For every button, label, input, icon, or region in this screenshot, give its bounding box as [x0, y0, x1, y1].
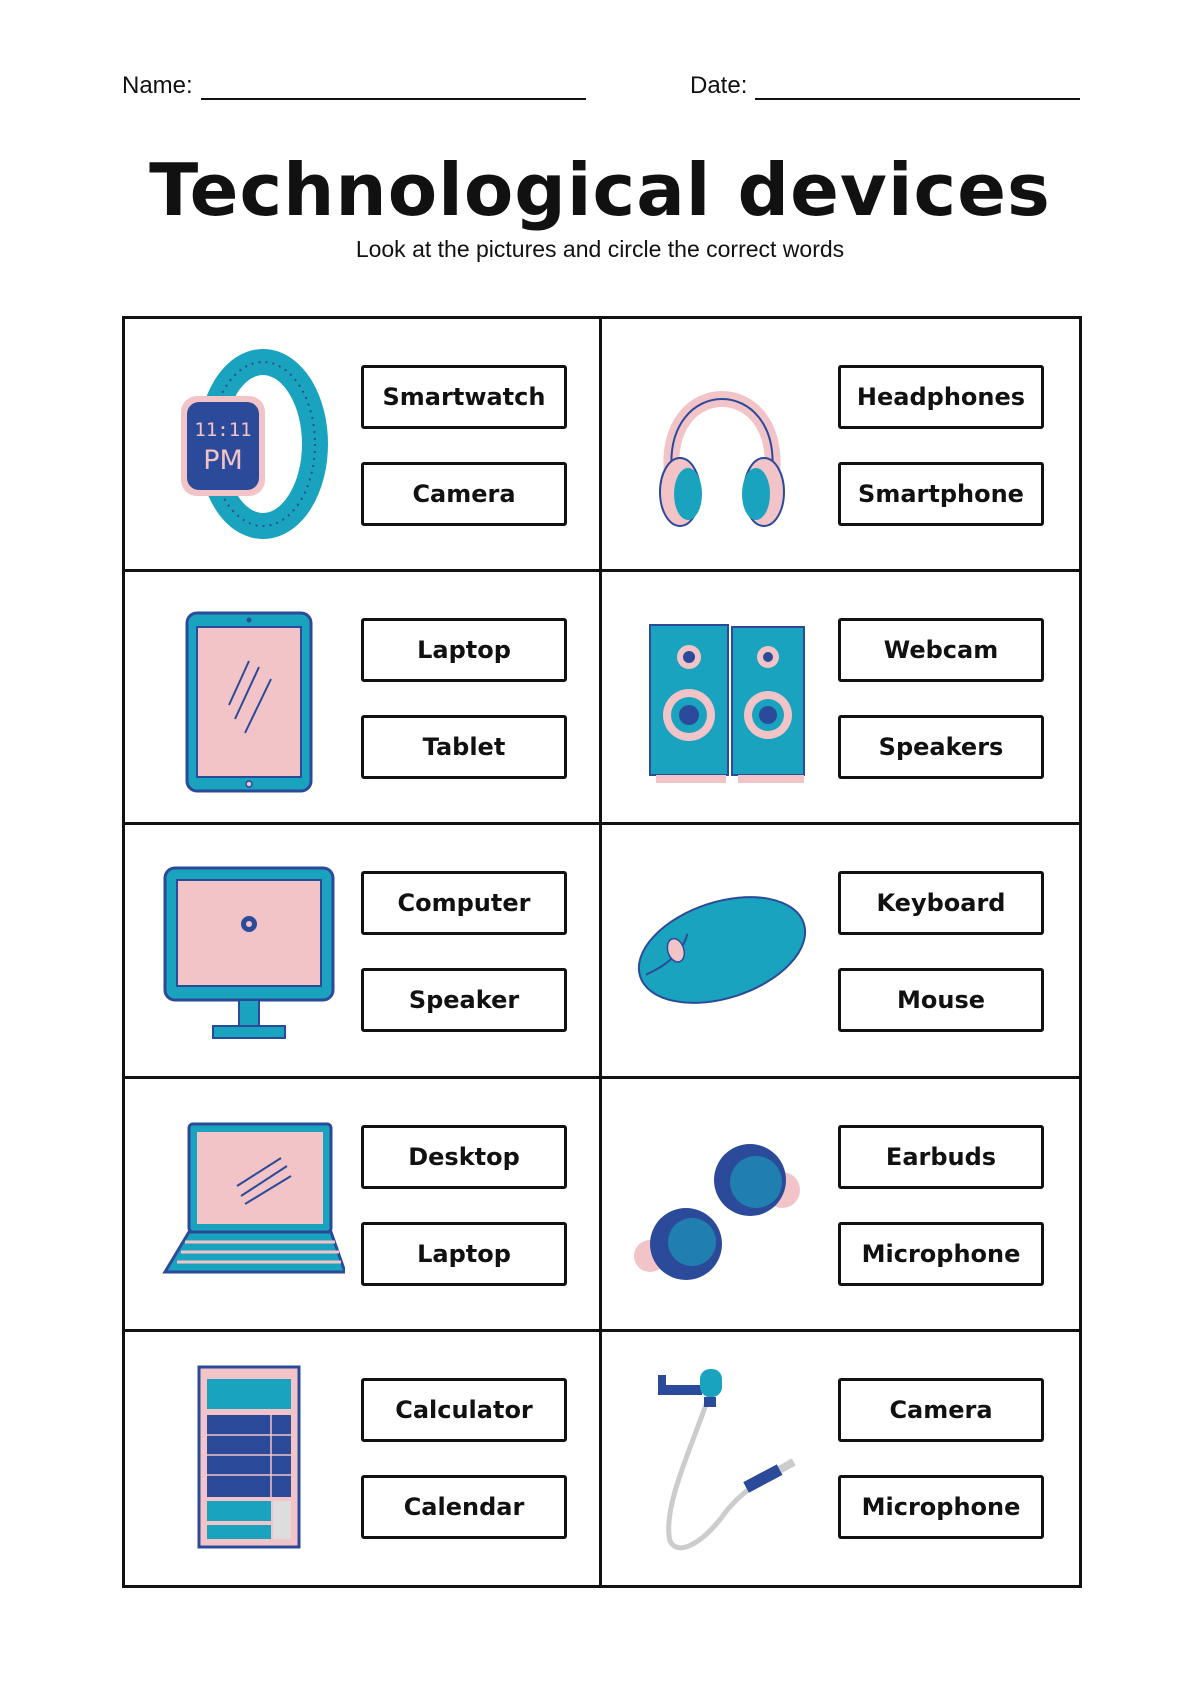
answer-option[interactable]: Smartwatch	[361, 365, 567, 429]
answer-option[interactable]: Computer	[361, 871, 567, 935]
answer-option[interactable]: Microphone	[838, 1222, 1044, 1286]
answer-option[interactable]: Speakers	[838, 715, 1044, 779]
exercise-cell	[125, 572, 602, 825]
answer-option[interactable]: Smartphone	[838, 462, 1044, 526]
date-field[interactable]	[690, 72, 1080, 100]
speakers-icon	[622, 597, 822, 797]
answer-option[interactable]: Laptop	[361, 618, 567, 682]
exercise-cell	[602, 825, 1079, 1078]
answer-option[interactable]: Headphones	[838, 365, 1044, 429]
calendar-icon	[145, 1357, 345, 1557]
mouse-icon	[622, 850, 822, 1050]
name-line[interactable]	[201, 74, 586, 100]
exercise-cell	[602, 572, 1079, 825]
answer-option[interactable]: Laptop	[361, 1222, 567, 1286]
exercise-grid	[122, 316, 1082, 1588]
answer-option[interactable]: Desktop	[361, 1125, 567, 1189]
answer-option[interactable]: Earbuds	[838, 1125, 1044, 1189]
date-line[interactable]	[755, 74, 1080, 100]
answer-option[interactable]: Mouse	[838, 968, 1044, 1032]
answer-option[interactable]: Camera	[361, 462, 567, 526]
answer-option[interactable]: Tablet	[361, 715, 567, 779]
headphones-icon	[622, 344, 822, 544]
lapel-microphone-icon	[622, 1357, 822, 1557]
watch-ampm: PM	[203, 445, 243, 476]
exercise-cell	[602, 1332, 1079, 1585]
answer-option[interactable]: Camera	[838, 1378, 1044, 1442]
name-label: Name:	[122, 72, 193, 99]
date-label: Date:	[690, 72, 748, 99]
answer-option[interactable]: Webcam	[838, 618, 1044, 682]
answer-option[interactable]: Keyboard	[838, 871, 1044, 935]
exercise-cell	[125, 319, 602, 572]
tablet-icon	[145, 597, 345, 797]
answer-option[interactable]: Calculator	[361, 1378, 567, 1442]
earbuds-icon	[622, 1104, 822, 1304]
exercise-cell	[602, 1079, 1079, 1332]
laptop-icon	[145, 1104, 345, 1304]
answer-option[interactable]: Calendar	[361, 1475, 567, 1539]
exercise-cell	[125, 825, 602, 1078]
computer-monitor-icon	[145, 850, 345, 1050]
name-field[interactable]	[122, 72, 586, 100]
answer-option[interactable]: Speaker	[361, 968, 567, 1032]
exercise-cell	[602, 319, 1079, 572]
answer-option[interactable]: Microphone	[838, 1475, 1044, 1539]
exercise-cell	[125, 1332, 602, 1585]
exercise-cell	[125, 1079, 602, 1332]
watch-time: 11:11	[194, 419, 252, 441]
page-title: Technological devices	[149, 148, 1051, 232]
instructions: Look at the pictures and circle the correct words	[355, 236, 845, 262]
smartwatch-icon	[145, 344, 345, 544]
